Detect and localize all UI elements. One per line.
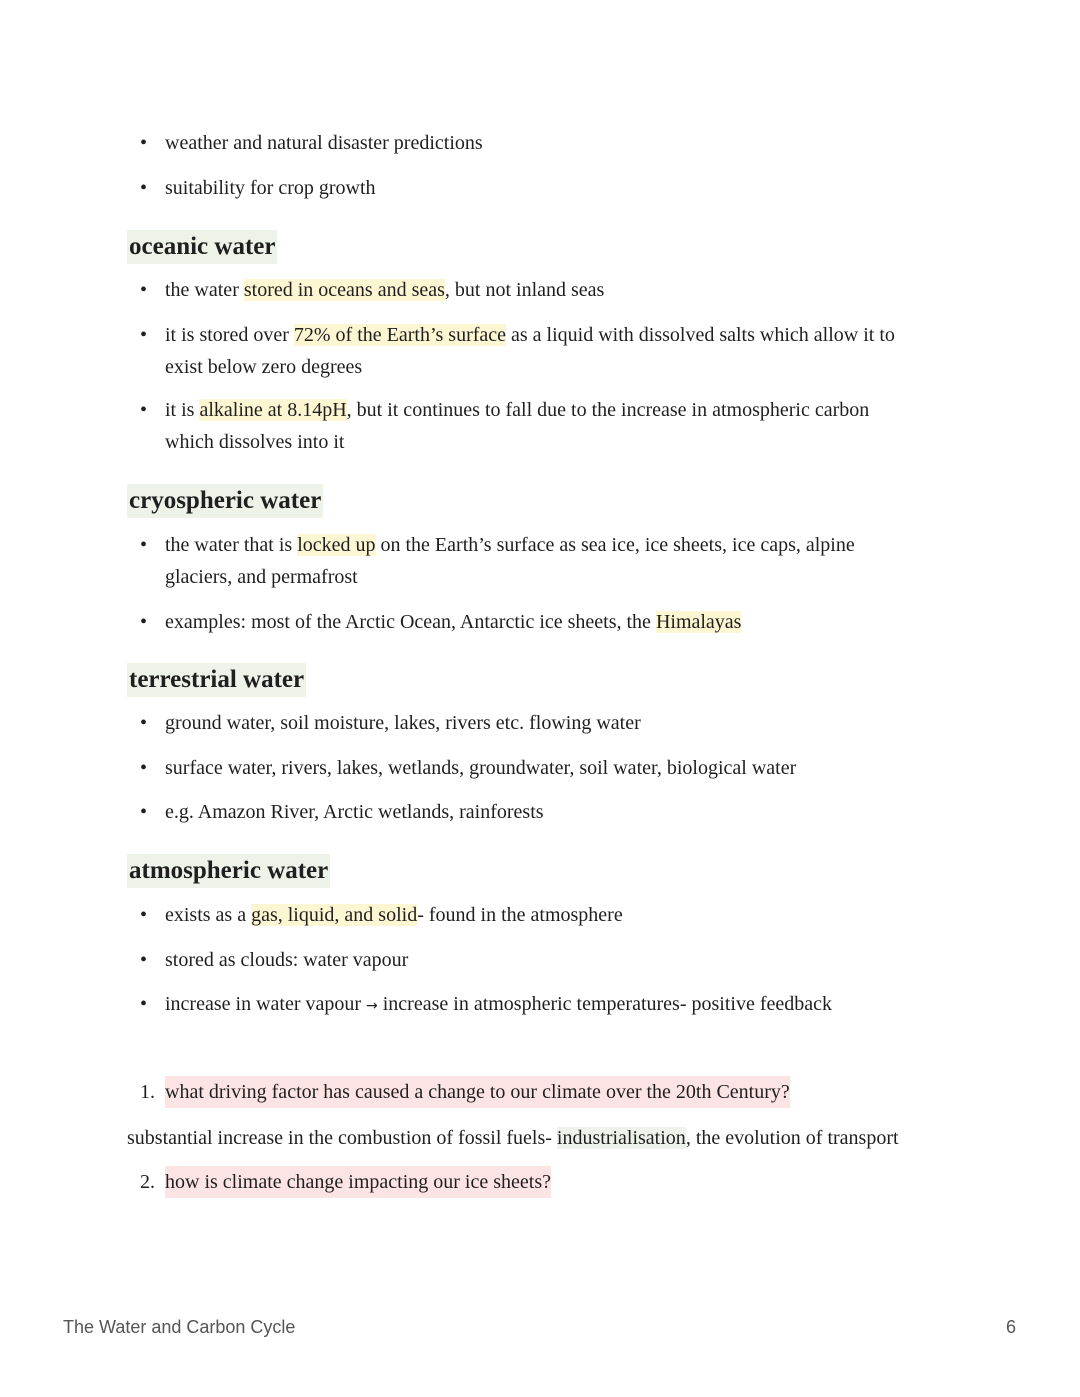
section-heading-terrestrial: terrestrial water: [127, 663, 306, 697]
footer-document-title: The Water and Carbon Cycle: [63, 1317, 296, 1337]
list-item-text: examples: most of the Arctic Ocean, Antarctic ice sheets, the Himalayas: [165, 611, 742, 633]
arrow-right-icon: →: [366, 998, 378, 1014]
bullet-marker: •: [140, 712, 148, 734]
list-item-text: suitability for crop growth: [165, 177, 376, 199]
bullet-marker: •: [140, 177, 148, 199]
bullet-marker: •: [140, 399, 148, 421]
list-item-text: e.g. Amazon River, Arctic wetlands, rainforests: [165, 801, 544, 823]
bullet-marker: •: [140, 904, 148, 926]
list-item-text: it is alkaline at 8.14pH, but it continues to fall due to the increase in atmospheric carbon which dissolves into it: [165, 399, 870, 453]
list-item-text: exists as a gas, liquid, and solid- found in the atmosphere: [165, 904, 623, 926]
highlight: stored in oceans and seas: [243, 279, 445, 301]
highlight: gas, liquid, and solid: [251, 904, 418, 926]
section-heading-atmospheric: atmospheric water: [127, 854, 330, 888]
question-text: what driving factor has caused a change to our climate over the 20th Century?: [165, 1076, 790, 1108]
question-number: 1.: [140, 1081, 155, 1103]
bullet-marker: •: [140, 132, 148, 154]
highlight: locked up: [297, 534, 376, 556]
bullet-marker: •: [140, 611, 148, 633]
list-item-text: it is stored over 72% of the Earth’s surface as a liquid with dissolved salts which allow it to exist below zero degrees: [165, 324, 895, 378]
highlight: alkaline at 8.14pH: [199, 399, 347, 421]
list-item-text: the water that is locked up on the Earth’s surface as sea ice, ice sheets, ice caps, alpine glaciers, and permafrost: [165, 534, 855, 588]
list-item-text: ground water, soil moisture, lakes, rivers etc. flowing water: [165, 712, 641, 734]
bullet-marker: •: [140, 324, 148, 346]
section-heading-cryospheric: cryospheric water: [127, 484, 323, 518]
highlight: 72% of the Earth’s surface: [293, 324, 507, 346]
page-number: 6: [1005, 1317, 1016, 1337]
answer-1: substantial increase in the combustion of fossil fuels- industrialisation, the evolution of transport: [127, 1127, 899, 1149]
list-item-text: weather and natural disaster predictions: [165, 132, 483, 154]
bullet-marker: •: [140, 993, 148, 1015]
list-item-text: stored as clouds: water vapour: [165, 949, 409, 971]
list-item-text: increase in water vapour → increase in atmospheric temperatures- positive feedback: [165, 993, 832, 1015]
bullet-marker: •: [140, 949, 148, 971]
list-item-text: the water stored in oceans and seas, but not inland seas: [165, 279, 605, 301]
question-text: how is climate change impacting our ice sheets?: [165, 1166, 551, 1198]
bullet-marker: •: [140, 757, 148, 779]
bullet-marker: •: [140, 801, 148, 823]
list-item-text: surface water, rivers, lakes, wetlands, groundwater, soil water, biological water: [165, 757, 797, 779]
highlight: Himalayas: [655, 611, 742, 633]
highlight: industrialisation: [556, 1127, 686, 1149]
bullet-marker: •: [140, 534, 148, 556]
question-number: 2.: [140, 1171, 155, 1193]
bullet-marker: •: [140, 279, 148, 301]
section-heading-oceanic: oceanic water: [127, 230, 277, 264]
